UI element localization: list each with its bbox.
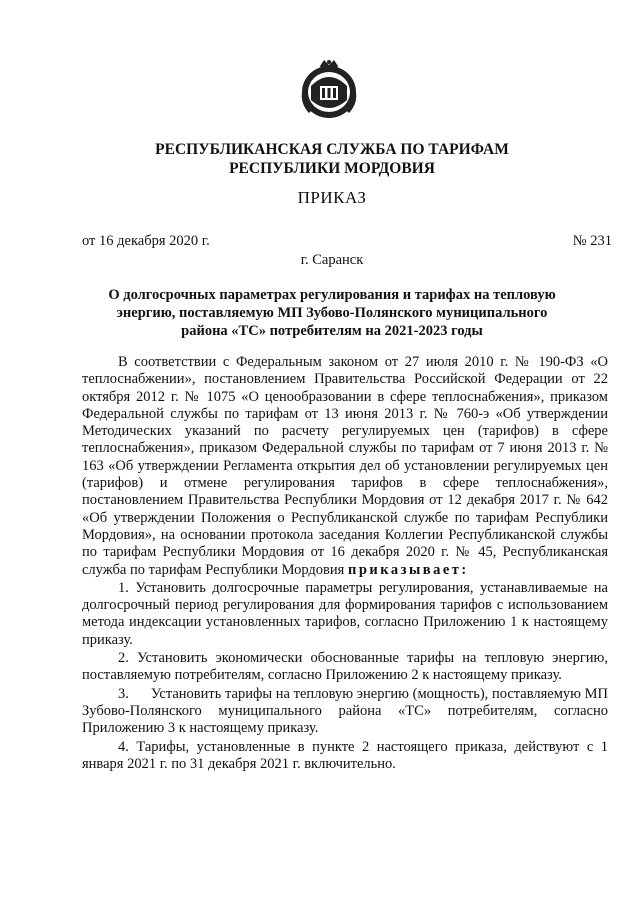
subject-line2: энергию, поставляемую МП Зубово-Полянского муниципального <box>116 305 548 321</box>
document-number: № 231 <box>572 233 612 249</box>
preamble-paragraph <box>82 354 608 579</box>
organization-title <box>120 140 544 178</box>
order-word: приказывает: <box>347 561 469 578</box>
order-item-4: 4. Тарифы, установленные в пункте 2 настоящего приказа, действуют с 1 января 2021 г. по 31 декабря 2021 г. включительно. <box>82 738 608 772</box>
order-item-1: 1. Установить долгосрочные параметры регулирования, устанавливаемые на долгосрочный период регулирования для формирования тарифов с использованием метода индексации установленных тарифов, согласно Приложению 1 к настоящему приказу. <box>82 579 608 648</box>
document-type: ПРИКАЗ <box>297 188 367 207</box>
document-date: от 16 декабря 2020 г. <box>82 233 210 249</box>
subject-line1: О долгосрочных параметрах регулирования и тарифах на тепловую <box>108 287 556 303</box>
subject-line3: района «ТС» потребителям на 2021-2023 годы <box>181 323 483 339</box>
document-subject <box>100 286 564 340</box>
document-body <box>82 354 608 774</box>
order-item-3: 3. Установить тарифы на тепловую энергию (мощность), поставляемую МП Зубово-Полянского муниципального района «ТС» потребителям, согласно Приложению 3 к настоящему приказу. <box>82 685 608 737</box>
preamble-text: В соответствии с Федеральным законом от 27 июля 2010 г. № 190-ФЗ «О теплоснабжении», постановлением Правительства Российской Федерации от 22 октября 2012 г. № 1075 «О ценообразовании в сфере теплоснабжения», приказом Федеральной службы по тарифам от 13 июня 2013 г. № 760-э «Об утверждении Методических указаний по расчету регулируемых цен (тарифов) в сфере теплоснабжения», приказом Федеральной службы по тарифам от 7 июня 2013 г. № 163 «Об утверждении Регламента открытия дел об установлении регулируемых цен (тарифов) и отмене регулирования тарифов в сфере теплоснабжения», постановлением Правительства Республики Мордовия от 12 декабря 2017 г. № 642 «Об утверждении Положения о Республиканской службе по тарифам Республики Мордовия», на основании протокола заседания Коллегии Республиканской службы по тарифам Республики Мордовия от 16 декабря 2020 г. № 45, Республиканская служба по тарифам Республики Мордовия <box>82 354 608 578</box>
coat-of-arms-icon <box>298 56 360 122</box>
order-item-2: 2. Установить экономически обоснованные тарифы на тепловую энергию, поставляемую потребителям, согласно Приложению 2 к настоящему приказу. <box>82 650 608 684</box>
document-city: г. Саранск <box>300 252 364 268</box>
organization-title-line2: РЕСПУБЛИКИ МОРДОВИЯ <box>229 160 435 177</box>
organization-title-line1: РЕСПУБЛИКАНСКАЯ СЛУЖБА ПО ТАРИФАМ <box>155 141 509 158</box>
